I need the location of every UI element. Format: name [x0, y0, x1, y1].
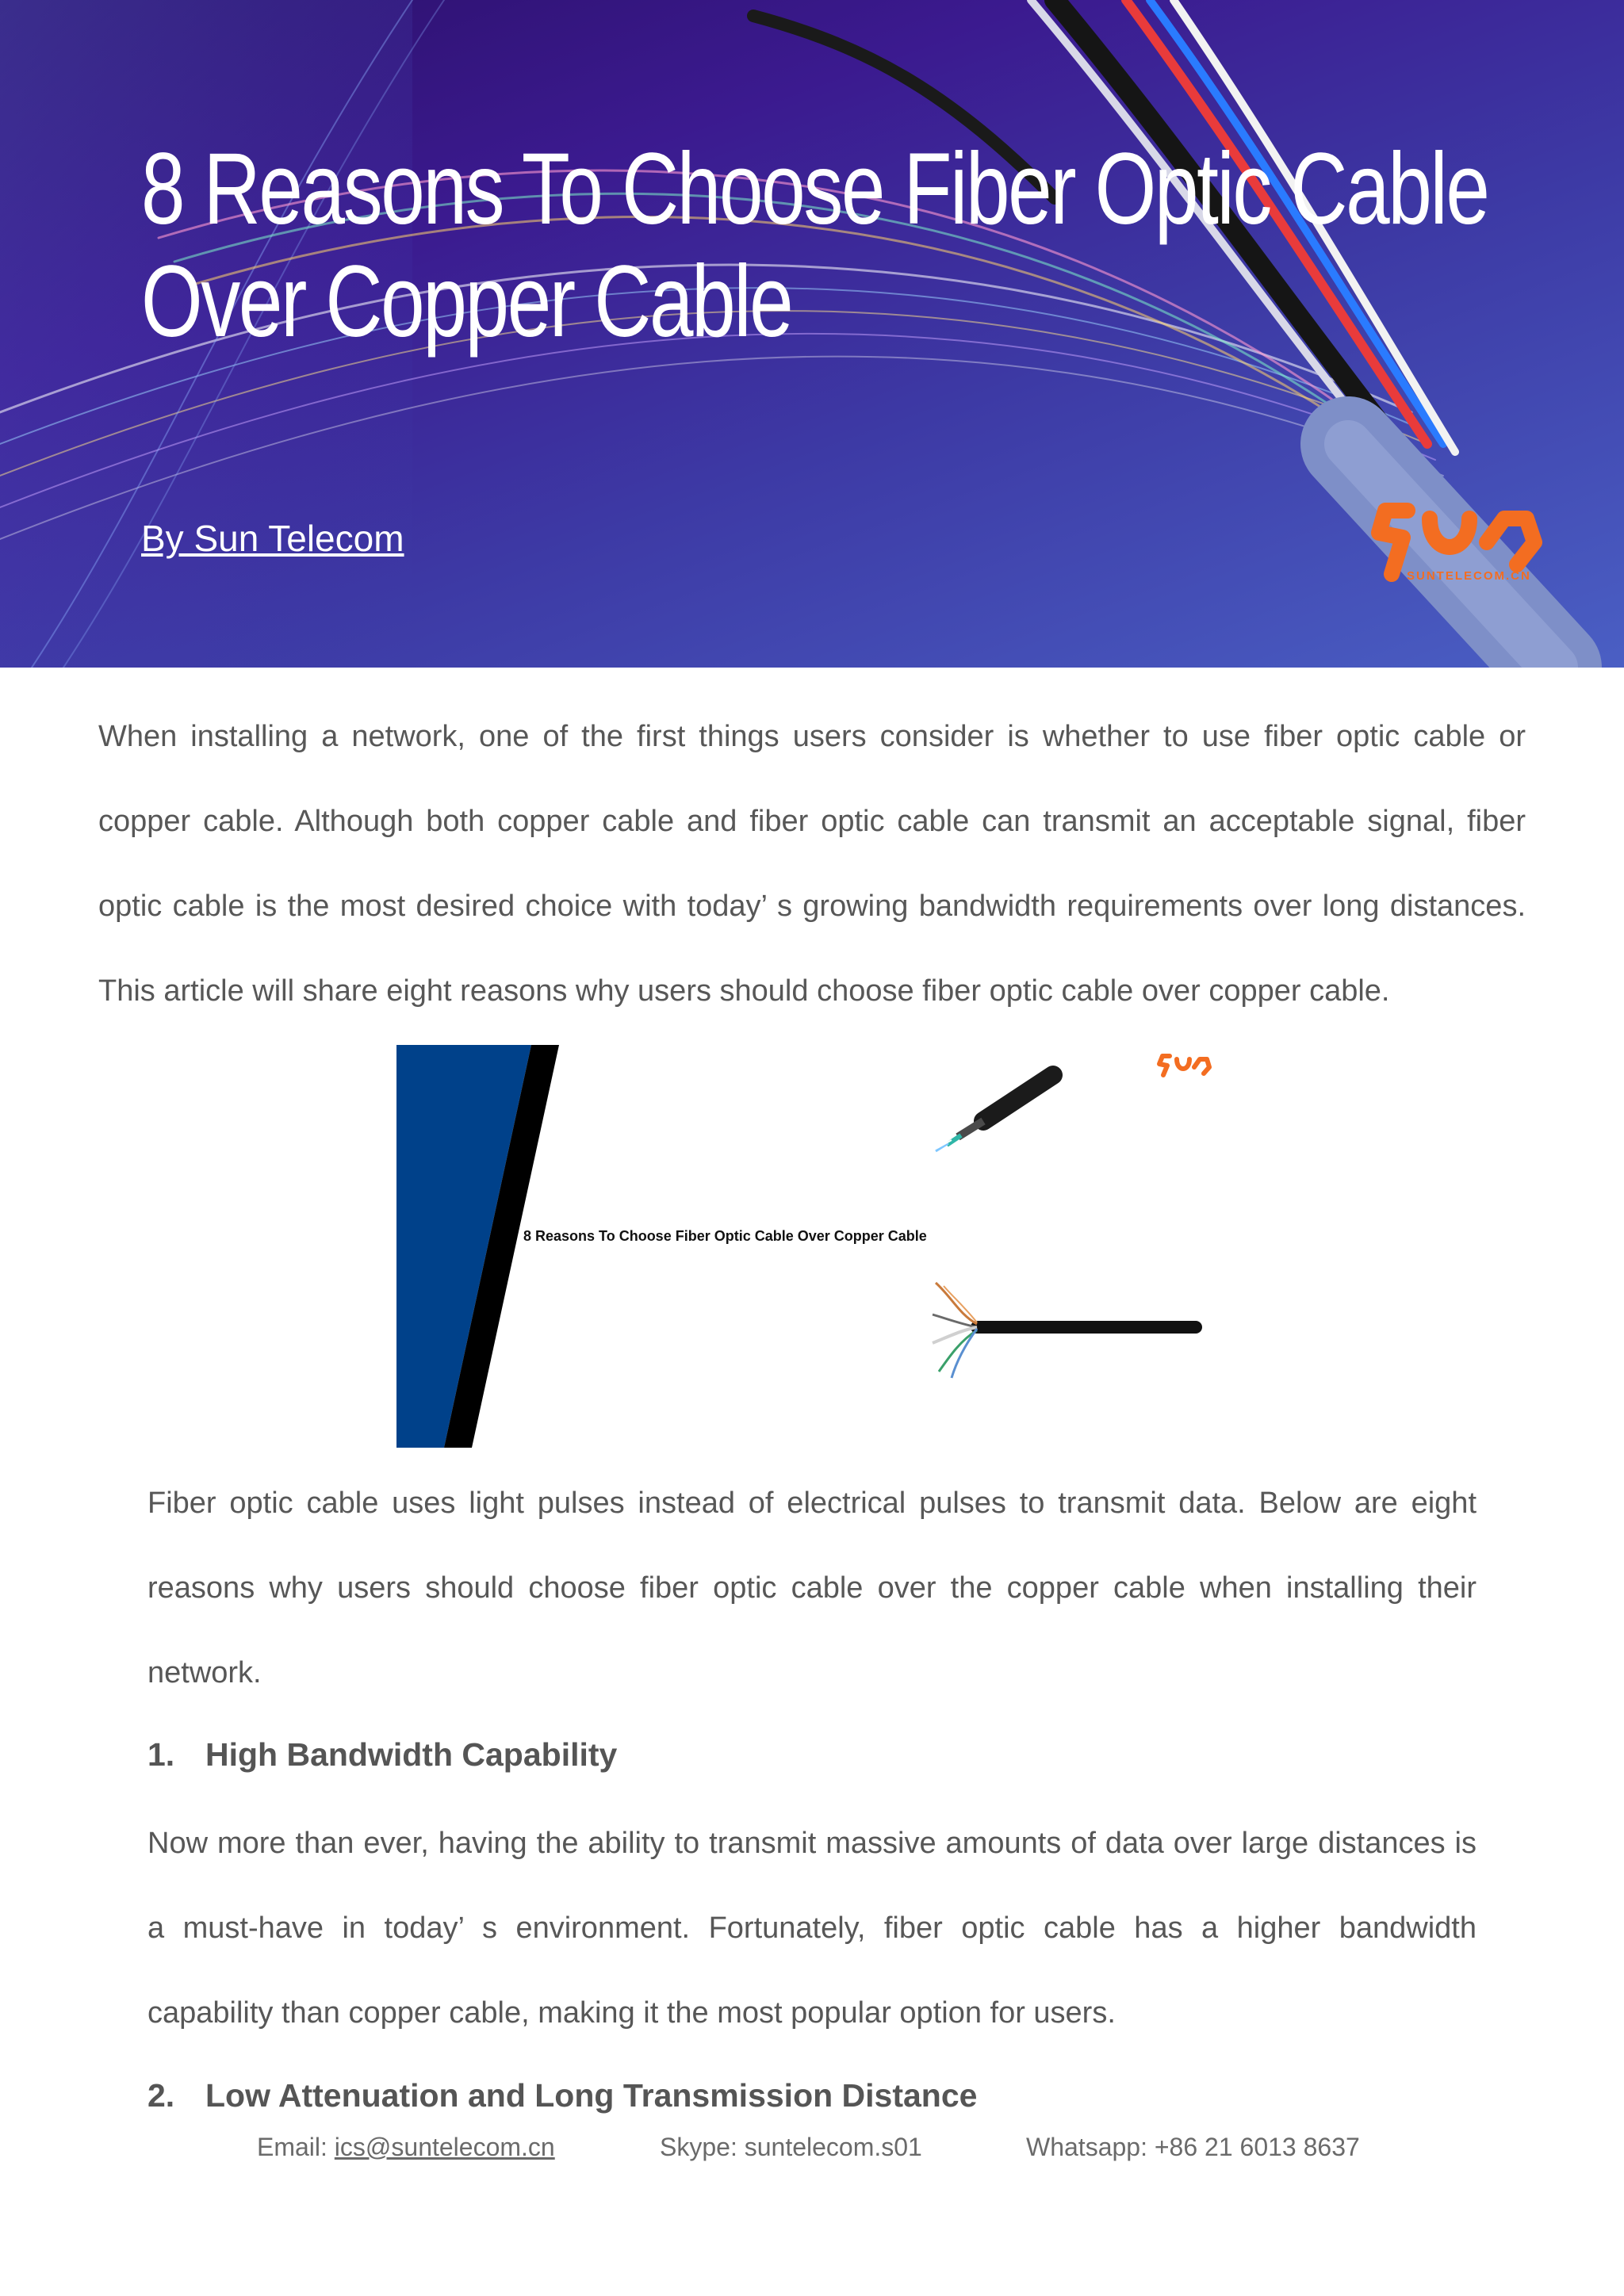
email-label: Email:	[257, 2133, 335, 2161]
figure-graphic	[396, 1045, 1221, 1448]
copper-cable-icon	[933, 1283, 1196, 1378]
fiber-cable-icon	[936, 1075, 1053, 1151]
intro-paragraph: When installing a network, one of the first things users consider is whether to use fiber optic cable or copper cable. Although both copper cable and fiber optic cable can transmit an acceptable signal, fiber optic cable is the most desired choice with today’ s growing bandwidth requirements over long distances. This article will share eight reasons why users should choose fiber optic cable over copper cable.	[98, 720, 1526, 1008]
section-number: 2.	[147, 2077, 175, 2114]
hero-banner	[0, 0, 1624, 668]
section-number: 1.	[147, 1736, 175, 1773]
logo-tagline: SUNTELECOM.CN	[1407, 569, 1531, 583]
section-1-paragraph: Now more than ever, having the ability to transmit massive amounts of data over large distances is a must-have in today’ s environment. Fortunately, fiber optic cable has a higher bandwidth capability than copper cable, making it the most popular option for users.	[147, 1827, 1477, 2030]
comparison-figure	[396, 1045, 1221, 1448]
title-line-2: Over Copper Cable	[141, 245, 792, 358]
figure-caption: 8 Reasons To Choose Fiber Optic Cable Over Copper Cable	[523, 1228, 927, 1244]
footer-email	[257, 2133, 555, 2162]
footer-whatsapp: Whatsapp: +86 21 6013 8637	[1026, 2133, 1360, 2161]
section-heading-1	[147, 1736, 617, 1774]
title-line-1: 8 Reasons To Choose Fiber Optic Cable	[141, 132, 1488, 246]
section-title: Low Attenuation and Long Transmission Distance	[205, 2077, 978, 2114]
section-heading-2	[147, 2077, 977, 2114]
section-title: High Bandwidth Capability	[205, 1736, 618, 1773]
explanation-paragraph: Fiber optic cable uses light pulses instead of electrical pulses to transmit data. Below are eight reasons why users should choose fiber optic cable over the copper cable when installing their network.	[147, 1487, 1477, 1689]
email-link[interactable]: ics@suntelecom.cn	[334, 2133, 555, 2161]
footer-skype: Skype: suntelecom.s01	[660, 2133, 922, 2161]
figure-logo-icon	[1159, 1056, 1209, 1075]
author-link[interactable]: By Sun Telecom	[141, 518, 404, 559]
page-title	[141, 132, 1488, 358]
